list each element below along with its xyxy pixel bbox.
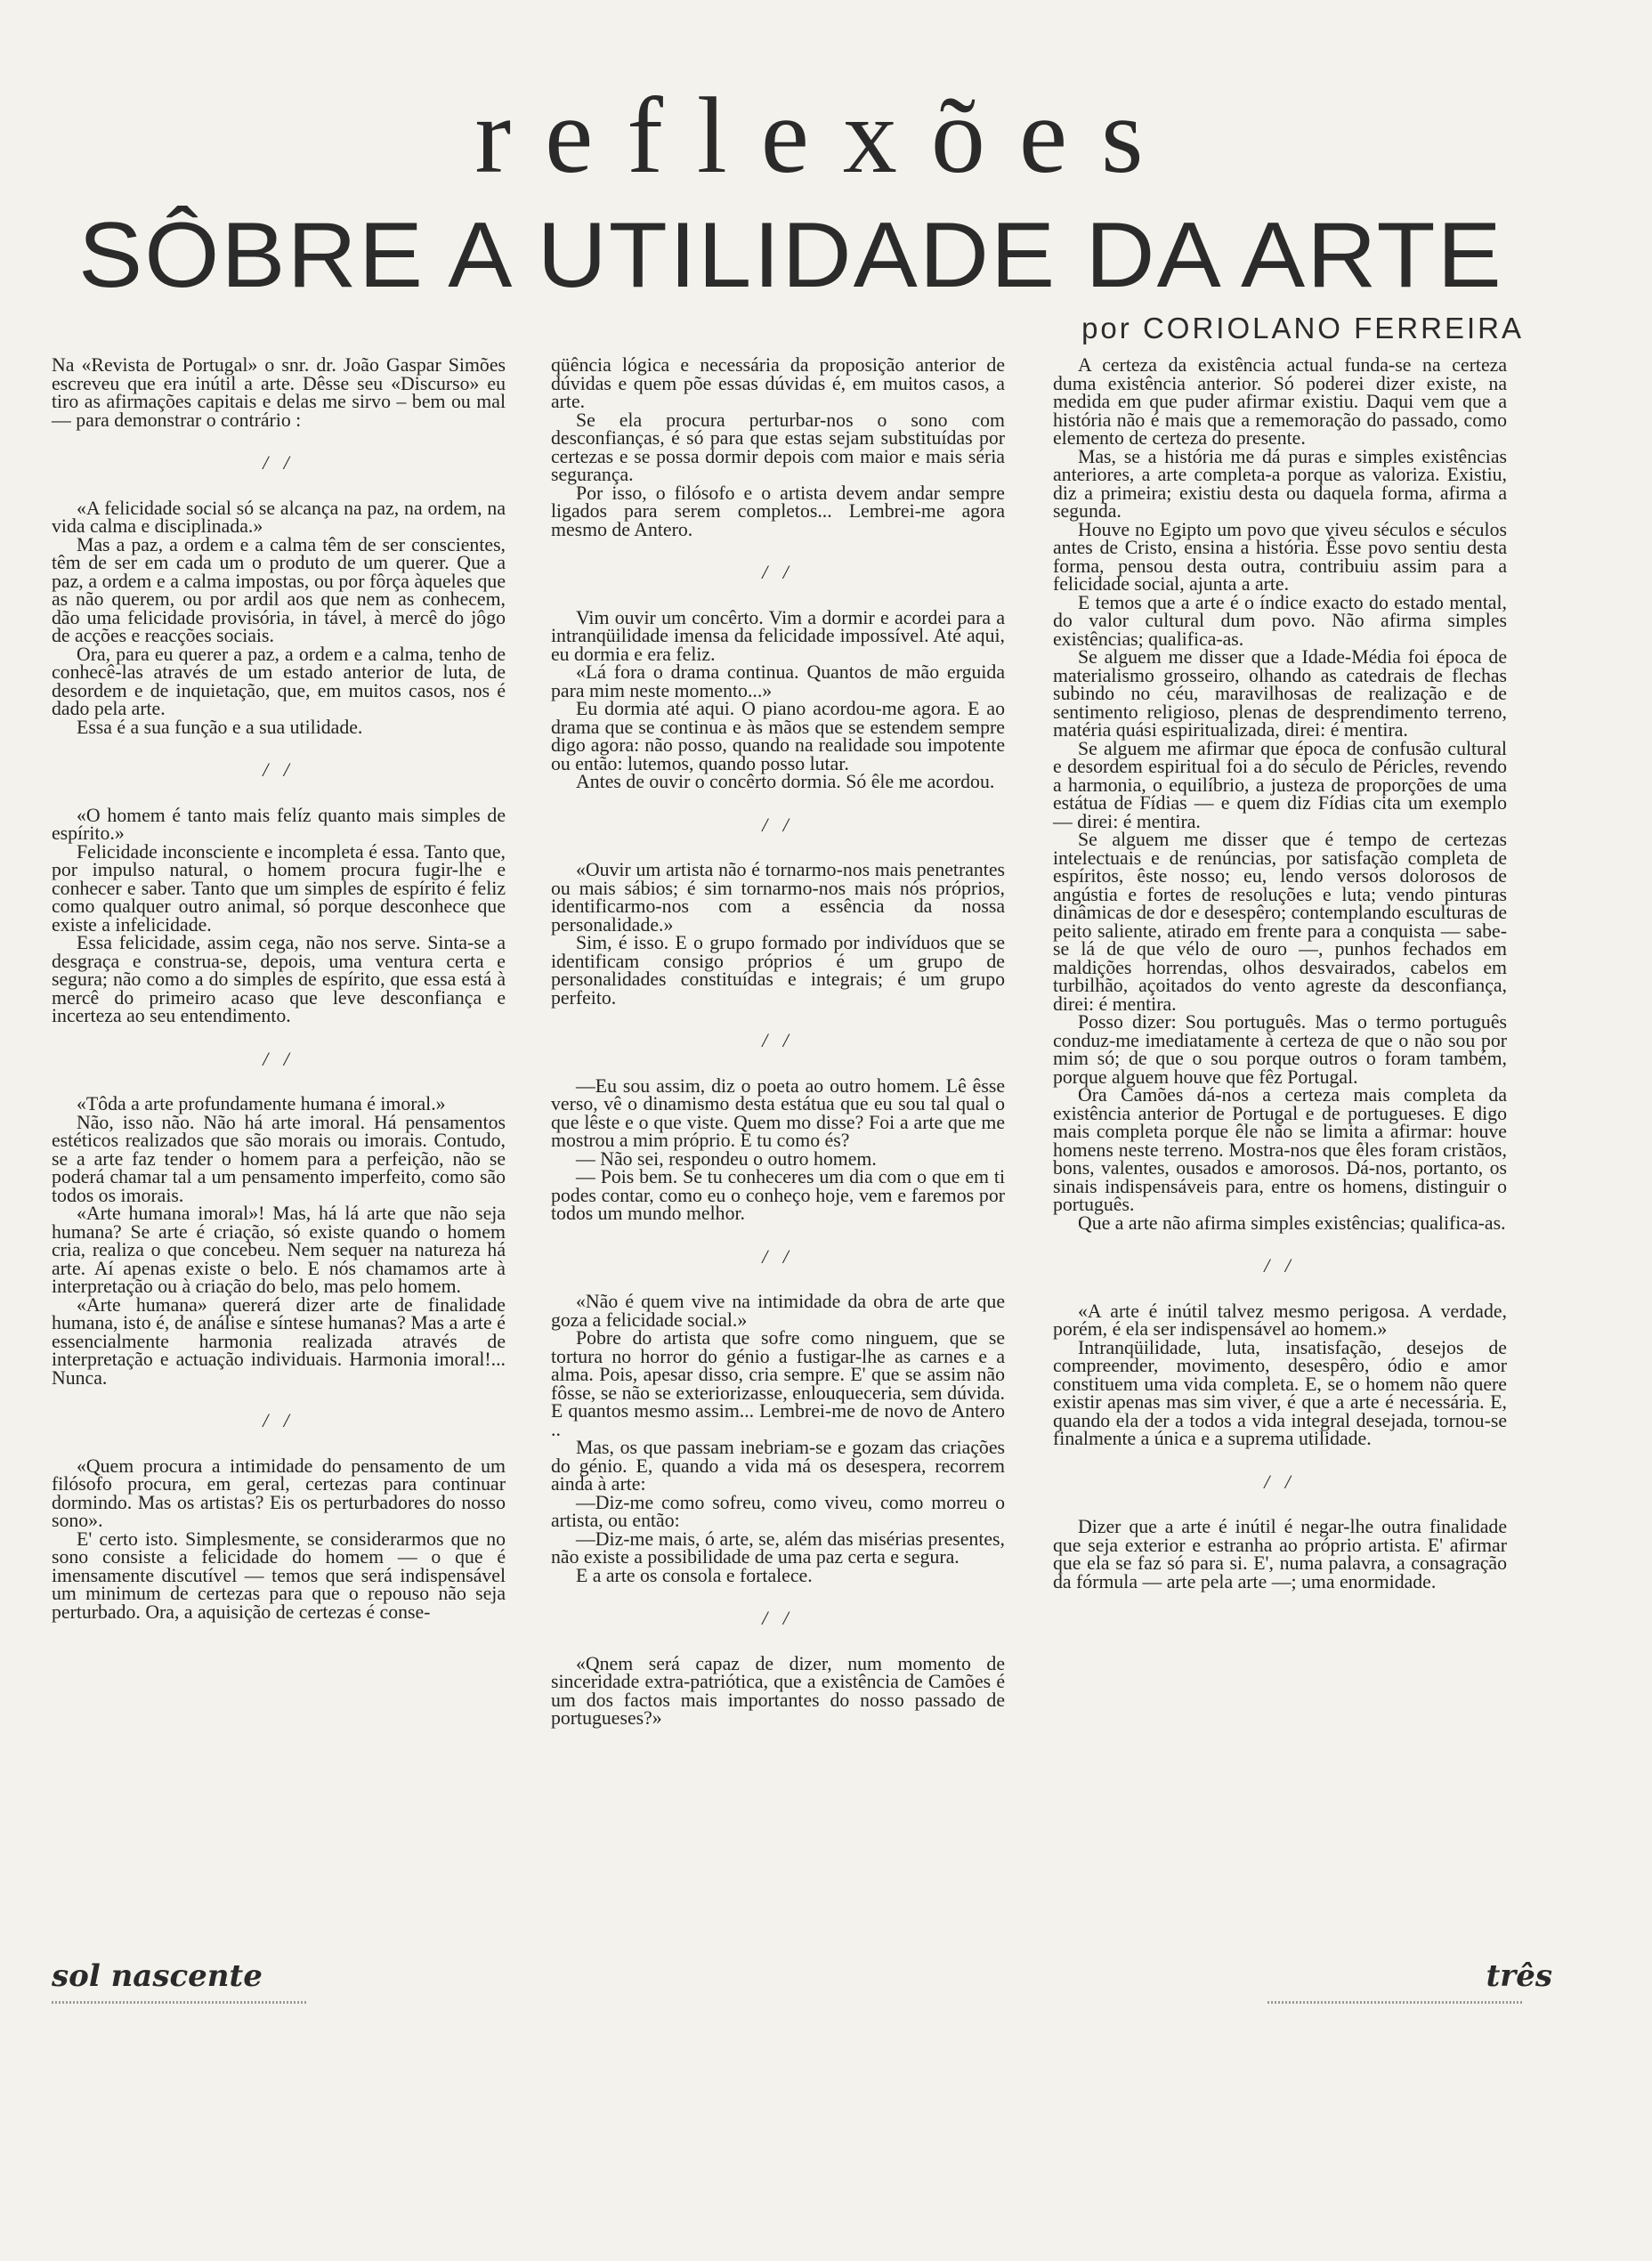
dialogue-line: — Não sei, respondeu o outro homem. bbox=[576, 1147, 877, 1170]
paragraph: Dizer que a arte é inútil é negar-lhe outra finalidade que seja exterior e estranha ao próprio artista. E' afirmar que ela se faz só para si. E', numa palavra, a consagração da fórmula — arte pela arte —; uma enormidade. bbox=[1053, 1516, 1507, 1592]
paragraph: Se ela procura perturbar-nos o sono com desconfianças, é só para que estas sejam substituídas por certezas e se possa dormir depois com maior e mais séria segurança. bbox=[551, 409, 1005, 485]
paragraph: Se alguem me disser que a Idade-Média foi época de materialismo grosseiro, olhando as catedrais de flechas subindo no céu, maravilhosas de realização e de sentimento religioso, plenas de desprendimento terreno, matéria quási espiritualizada, direi: é mentira. bbox=[1053, 646, 1507, 741]
text-column-1 bbox=[52, 356, 506, 1621]
section-separator: / / bbox=[1264, 1471, 1296, 1493]
paragraph: Eu dormia até aqui. O piano acordou-me agora. E ao drama que se continua e às mãos que se estendem sempre digo agora: não posso, quando na realidade sou impotente ou então: lutemos, quando posso lutar. bbox=[551, 698, 1005, 774]
paragraph: Pobre do artista que sofre como ninguem, que se tortura no horror do génio a fustigar-lhe as carnes e a alma. Pois, apesar disso, cria sempre. E' que se assim não fôsse, se não se exteriorizasse, enlouqueceria, sem dúvida. E quantos mesmo assim... Lembrei-me de novo de Antero .. bbox=[551, 1327, 1005, 1440]
footer-rule-right bbox=[1267, 2001, 1522, 2004]
paragraph: E a arte os consola e fortalece. bbox=[576, 1564, 813, 1586]
paragraph: Intranqüilidade, luta, insatisfação, desejos de compreender, movimento, desespêro, ódio e amor constituem uma vida completa. E, se o homem não quere existir apenas mas sim viver, é que a arte é necessária. E, quando ela der a todos a vida integral desejada, tornou-se finalmente a única e a suprema utilidade. bbox=[1053, 1336, 1507, 1449]
quotation: «Lá fora o drama continua. Quantos de mão erguida para mim neste momento...» bbox=[551, 661, 1005, 701]
article-kicker: reflexões bbox=[474, 76, 1178, 196]
paragraph: Mas, se a história me dá puras e simples existências anteriores, a arte completa-a porque as valoriza. Existiu, diz a primeira; existiu desta ou daquela forma, afirma a segunda. bbox=[1053, 445, 1507, 522]
paragraph: Se alguem me afirmar que época de confusão cultural e desordem espiritual foi a do século de Péricles, revendo a harmonia, o equilíbrio, a justeza de proporções de uma estátua de Fídias — e quem diz Fídias cita um exemplo — direi: é mentira. bbox=[1053, 737, 1507, 832]
quotation: «A felicidade social só se alcança na paz, na ordem, na vida calma e disciplinada.» bbox=[52, 497, 506, 537]
quotation: «Qnem será capaz de dizer, num momento de sinceridade extra-patriótica, que a existência de Camões é um dos factos mais importantes do nosso passado de portugueses?» bbox=[551, 1652, 1005, 1729]
paragraph: Vim ouvir um concêrto. Vim a dormir e acordei para a intranqüilidade imensa da felicidade impossível. Até aqui, eu dormia e era feliz. bbox=[551, 606, 1005, 665]
page-number: três bbox=[1486, 1958, 1552, 1994]
paragraph: A certeza da existência actual funda-se na certeza duma existência anterior. Só poderei dizer existe, na medida em que puder afirmar existiu. Daqui vem que a história não é mais que a rememoração do passado, como elemento de certeza do presente. bbox=[1053, 354, 1507, 449]
section-separator: / / bbox=[762, 1245, 794, 1268]
quotation: «Não é quem vive na intimidade da obra de arte que goza a felicidade social.» bbox=[551, 1291, 1005, 1331]
section-separator: / / bbox=[762, 1608, 794, 1629]
paragraph: Por isso, o filósofo e o artista devem andar sempre ligados para serem completos... Lembrei-me agora mesmo de Antero. bbox=[551, 482, 1005, 540]
paragraph: «Arte humana imoral»! Mas, há lá arte que não seja humana? Se arte é criação, só existe quando o homem cria, realiza o que concebeu. Nem sequer na natureza há arte. Aí apenas existe o belo. E nós chamamos arte à interpretação ou à criação do belo, mas pelo homem. bbox=[52, 1203, 506, 1297]
paragraph: Felicidade inconsciente e incompleta é essa. Tanto que, por impulso natural, o homem procura fugir-lhe e conhecer e saber. Tanto que um simples de espírito é feliz como qualquer outro animal, só porque desconhece que existe a infelicidade. bbox=[52, 840, 506, 936]
text-column-3 bbox=[1053, 356, 1507, 1591]
quotation: «Ouvir um artista não é tornarmo-nos mais penetrantes ou mais sábios; é sim tornarmo-nos mais nós próprios, identificarmo-nos com a essência da nossa personalidade.» bbox=[551, 859, 1005, 936]
section-separator: / / bbox=[1264, 1255, 1296, 1276]
paragraph: Se alguem me disser que é tempo de certezas intelectuais e de renúncias, por satisfação completa de espíritos, êste nosso; eu, lendo versos dolorosos de angústia e fortes de resoluções e luta; vendo pinturas dinâmicas de dor e desespêro; contemplando esculturas de peito saliente, atirado em frente para a conquista — sabe-se lá de que vélo de ouro —, punhos fechados em maldições horrendas, olhos desvairados, cabelos em turbilhão, açoitados do vento agreste da desconfiança, direi: é mentira. bbox=[1053, 829, 1507, 1015]
paragraph: Na «Revista de Portugal» o snr. dr. João Gaspar Simões escreveu que era inútil a arte. Dêsse seu «Discurso» eu tiro as afirmações capitais e delas me sirvo – bem ou mal — para demonstrar o contrário : bbox=[52, 354, 506, 431]
section-separator: / / bbox=[762, 1030, 794, 1051]
paragraph: Antes de ouvir o concêrto dormia. Só êle me acordou. bbox=[576, 771, 995, 792]
dialogue-line: —Diz-me como sofreu, como viveu, como morreu o artista, ou então: bbox=[551, 1491, 1005, 1531]
article-headline: SÔBRE A UTILIDADE DA ARTE bbox=[78, 204, 1503, 307]
footer-rule-left bbox=[52, 2001, 306, 2004]
paragraph: Ora, para eu querer a paz, a ordem e a calma, tenho de conhecê-las através de um estado anterior de luta, de desordem e de inquietação, que, em muitos casos, nos é dado pela arte. bbox=[52, 643, 506, 719]
text-column-2 bbox=[551, 356, 1005, 1728]
quotation: «Tôda a arte profundamente humana é imoral.» bbox=[77, 1093, 446, 1114]
paragraph: Essa é a sua função e a sua utilidade. bbox=[77, 716, 363, 738]
paragraph: qüência lógica e necessária da proposição anterior de dúvidas e quem põe essas dúvidas é, em muitos casos, a arte. bbox=[551, 354, 1005, 412]
paragraph: Mas a paz, a ordem e a calma têm de ser conscientes, têm de ser em cada um o produto de um querer. Que a paz, a ordem e a calma impostas, ou por fôrça àqueles que as não querem, ou por ardil aos que nem as conhecem, dão uma felicidade provisória, in tável, à mercê do jôgo de acções e reacções sociais. bbox=[52, 533, 506, 646]
magazine-title: sol nascente bbox=[52, 1958, 263, 1994]
paragraph: Ora Camões dá-nos a certeza mais completa da existência anterior de Portugal e de portugueses. E digo mais completa porque êle não se limita a afirmar: houve homens neste terreno. Mostra-nos que êles foram cristãos, bons, valentes, ousados e amorosos. Dá-nos, portanto, os sinais indispensáveis para, entre os homens, distinguir o português. bbox=[1053, 1084, 1507, 1215]
section-separator: / / bbox=[762, 562, 794, 583]
paragraph: Não, isso não. Não há arte imoral. Há pensamentos estéticos realizados que são morais ou imorais. Contudo, se a arte faz tender o homem para a perfeição, não se poderá chamar tal a um pensamento imperfeito, como são todos os imorais. bbox=[52, 1111, 506, 1206]
section-separator: / / bbox=[263, 1048, 295, 1070]
paragraph: Essa felicidade, assim cega, não nos serve. Sinta-se a desgraça e construa-se, depois, uma ventura certa e segura; não como a do simples de espírito, que essa está à mercê do primeiro acaso que leve desconfiança e incerteza ao seu entendimento. bbox=[52, 932, 506, 1026]
paragraph: Que a arte não afirma simples existências; qualifica-as. bbox=[1078, 1212, 1506, 1234]
dialogue-line: —Eu sou assim, diz o poeta ao outro homem. Lê êsse verso, vê o dinamismo desta estátua que eu sou tal qual o que lêste e o que viste. Quem mo disse? Foi a arte que me mostrou a mim próprio. E tu como és? bbox=[551, 1074, 1005, 1151]
dialogue-line: — Pois bem. Se tu conheceres um dia com o que em ti podes contar, como eu o conheço hoje, vem e faremos por todos um mundo melhor. bbox=[551, 1166, 1005, 1224]
quotation: «A arte é inútil talvez mesmo perigosa. A verdade, porém, é ela ser indispensável ao homem.» bbox=[1053, 1300, 1507, 1340]
paragraph: Mas, os que passam inebriam-se e gozam das criações do génio. E, quando a vida má os desespera, recorrem ainda à arte: bbox=[551, 1437, 1005, 1495]
dialogue-line: —Diz-me mais, ó arte, se, além das misérias presentes, não existe a possibilidade de uma paz certa e segura. bbox=[551, 1528, 1005, 1568]
section-separator: / / bbox=[263, 452, 295, 474]
paragraph: «Arte humana» quererá dizer arte de finalidade humana, isto é, de análise e síntese humanas? Mas a arte é essencialmente harmonia realizada através de interpretação e actuação individuais. Harmonia imoral!... Nunca. bbox=[52, 1293, 506, 1389]
section-separator: / / bbox=[762, 814, 794, 836]
quotation: «Quem procura a intimidade do pensamento de um filósofo procura, em geral, certezas para continuar dormindo. Mas os artistas? Eis os perturbadores do nosso sono». bbox=[52, 1455, 506, 1531]
paragraph: Sim, é isso. E o grupo formado por indivíduos que se identificam consigo próprios é um grupo de personalidades constituídas e integrais; é um grupo perfeito. bbox=[551, 932, 1005, 1009]
paragraph: E' certo isto. Simplesmente, se considerarmos que no sono consiste a felicidade do homem — o que é imensamente discutível — temos que será indispensável um minimum de certezas para que o repouso não seja perturbado. Ora, a aquisição de certezas é conse- bbox=[52, 1528, 506, 1623]
paragraph: Posso dizer: Sou português. Mas o termo português conduz-me imediatamente à certeza de que o não sou por mim só; de que o sou porque outros o foram também, porque alguem houve que fêz Portugal. bbox=[1053, 1011, 1507, 1088]
quotation: «O homem é tanto mais felíz quanto mais simples de espírito.» bbox=[52, 804, 506, 844]
paragraph: E temos que a arte é o índice exacto do estado mental, do valor cultural dum povo. Não afirma simples existências; qualifica-as. bbox=[1053, 591, 1507, 650]
paragraph: Houve no Egipto um povo que viveu séculos e séculos antes de Cristo, ensina a história. Êsse povo sentiu desta forma, pensou desta outra, contribuiu assim para a felicidade social, ajunta a arte. bbox=[1053, 518, 1507, 595]
article-byline: por CORIOLANO FERREIRA bbox=[1081, 312, 1524, 344]
section-separator: / / bbox=[263, 1410, 295, 1431]
section-separator: / / bbox=[263, 759, 295, 781]
